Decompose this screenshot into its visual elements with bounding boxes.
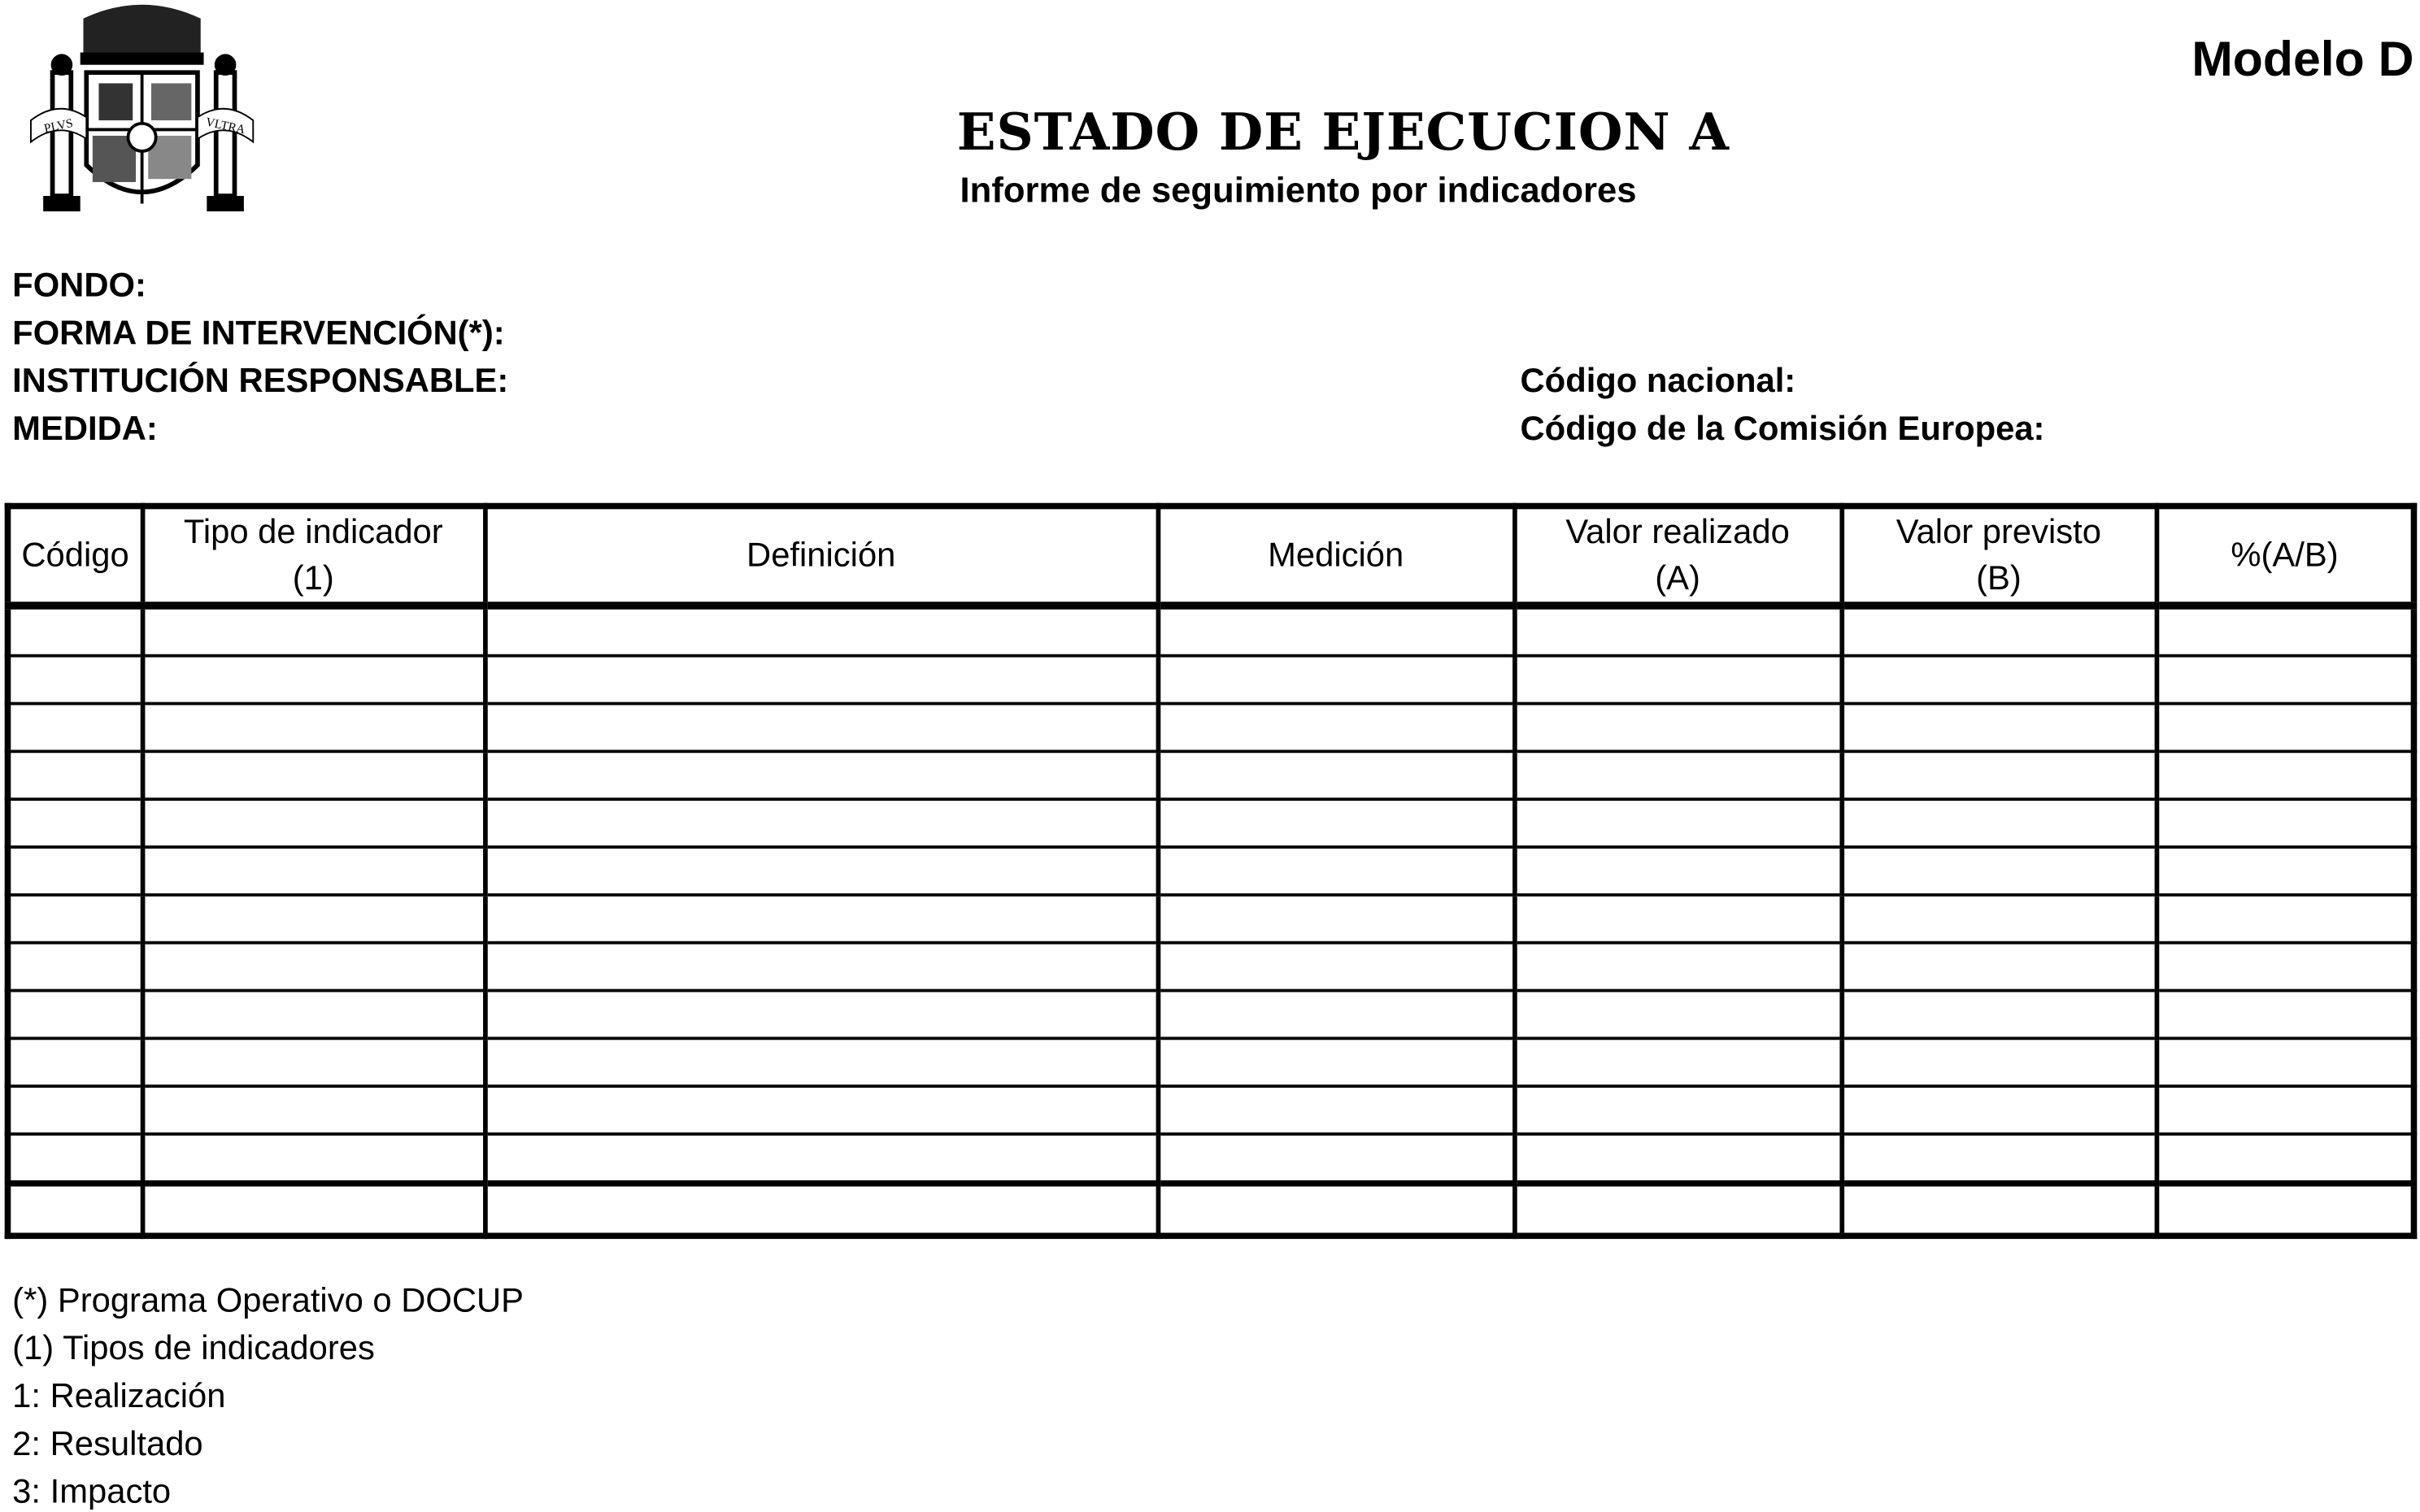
table-cell[interactable] [1514,991,1841,1039]
table-cell[interactable] [1841,991,2156,1039]
table-cell[interactable] [1514,703,1841,751]
table-cell[interactable] [142,1038,485,1086]
table-cell[interactable] [485,703,1158,751]
table-row [7,656,2413,704]
table-cell[interactable] [7,1038,141,1086]
table-cell[interactable] [7,799,141,847]
table-cell[interactable] [142,847,485,895]
document-subtitle: Informe de seguimiento por indicadores [960,169,1637,211]
col-porcentaje-label: %(A/B) [2231,535,2339,575]
table-cell[interactable] [1158,991,1514,1039]
col-valor-realizado [1514,506,1841,606]
table-cell[interactable] [1158,751,1514,799]
col-tipo-label: Tipo de indicador [183,512,443,551]
table-row [7,1038,2413,1086]
table-cell[interactable] [2157,703,2414,751]
table-cell[interactable] [7,1134,141,1184]
col-valor-previsto [1841,506,2156,606]
table-row [7,847,2413,895]
table-cell[interactable] [2157,991,2414,1039]
table-cell[interactable] [485,1086,1158,1134]
footnote-tipos: (1) Tipos de indicadores [12,1328,375,1367]
table-cell[interactable] [1158,1038,1514,1086]
table-cell[interactable] [142,1184,485,1236]
col-definicion [485,506,1158,606]
table-cell[interactable] [1841,751,2156,799]
table-cell[interactable] [485,606,1158,656]
table-cell[interactable] [1158,847,1514,895]
table-cell[interactable] [142,606,485,656]
table-cell[interactable] [1514,1134,1841,1184]
col-codigo-label: Código [21,535,129,575]
table-cell[interactable] [485,895,1158,943]
table-row [7,943,2413,991]
table-cell[interactable] [7,1086,141,1134]
table-cell[interactable] [142,1086,485,1134]
table-cell[interactable] [485,1134,1158,1184]
table-cell[interactable] [142,751,485,799]
col-medicion-label: Medición [1268,535,1404,575]
table-cell[interactable] [1514,799,1841,847]
table-cell[interactable] [142,1134,485,1184]
table-cell[interactable] [1514,1086,1841,1134]
footnote-impacto: 3: Impacto [12,1471,172,1511]
table-cell[interactable] [142,895,485,943]
table-cell[interactable] [2157,656,2414,704]
table-cell[interactable] [7,703,141,751]
model-label: Modelo D [2191,30,2414,87]
table-cell[interactable] [7,847,141,895]
coat-of-arms-logo [24,3,259,223]
table-header-row [7,506,2413,606]
col-realizado-label: Valor realizado [1565,512,1790,551]
table-cell[interactable] [1841,943,2156,991]
table-cell[interactable] [485,943,1158,991]
table-cell[interactable] [7,656,141,704]
table-cell[interactable] [1514,606,1841,656]
table-cell[interactable] [1158,1086,1514,1134]
table-cell[interactable] [2157,895,2414,943]
table-cell[interactable] [485,751,1158,799]
table-cell[interactable] [7,751,141,799]
table-cell[interactable] [2157,1038,2414,1086]
table-cell[interactable] [485,656,1158,704]
table-cell[interactable] [142,943,485,991]
codigo-ce-label: Código de la Comisión Europea: [1520,408,2045,448]
table-cell[interactable] [1841,1038,2156,1086]
fondo-label: FONDO: [12,265,146,304]
table-cell[interactable] [1158,799,1514,847]
table-cell[interactable] [1841,1184,2156,1236]
table-cell[interactable] [142,656,485,704]
table-cell[interactable] [2157,606,2414,656]
table-cell[interactable] [1841,656,2156,704]
table-cell[interactable] [2157,1134,2414,1184]
table-cell[interactable] [7,606,141,656]
table-cell[interactable] [1158,943,1514,991]
col-codigo [7,506,141,606]
table-cell[interactable] [1841,1086,2156,1134]
table-cell[interactable] [142,991,485,1039]
table-cell[interactable] [1158,606,1514,656]
col-porcentaje [2157,506,2414,606]
table-cell[interactable] [1841,606,2156,656]
footnote-realizacion: 1: Realización [12,1376,226,1415]
table-cell[interactable] [142,799,485,847]
table-cell[interactable] [2157,943,2414,991]
table-cell[interactable] [1841,799,2156,847]
col-tipo-note: (1) [292,558,334,597]
table-cell[interactable] [485,847,1158,895]
table-cell[interactable] [2157,751,2414,799]
table-cell[interactable] [1158,703,1514,751]
table-cell[interactable] [7,1184,141,1236]
table-cell[interactable] [7,895,141,943]
table-cell[interactable] [1841,847,2156,895]
table-cell[interactable] [1158,895,1514,943]
table-row [7,703,2413,751]
table-cell[interactable] [485,1038,1158,1086]
table-cell[interactable] [485,991,1158,1039]
table-cell[interactable] [1841,1134,2156,1184]
col-previsto-note: (B) [1976,558,2022,597]
col-definicion-label: Definición [746,535,896,575]
table-row [7,606,2413,656]
table-row [7,1086,2413,1134]
table-cell[interactable] [1514,943,1841,991]
table-cell[interactable] [485,1184,1158,1236]
table-cell[interactable] [1514,895,1841,943]
table-cell[interactable] [1514,656,1841,704]
table-cell[interactable] [2157,799,2414,847]
table-cell[interactable] [1841,895,2156,943]
institucion-label: INSTITUCIÓN RESPONSABLE: [12,361,509,400]
table-cell[interactable] [7,991,141,1039]
codigo-nacional-label: Código nacional: [1520,361,1796,400]
table-cell[interactable] [1514,1038,1841,1086]
table-cell[interactable] [1841,703,2156,751]
table-row [7,895,2413,943]
table-cell[interactable] [1158,1184,1514,1236]
indicators-table [5,503,2418,1239]
table-cell[interactable] [2157,847,2414,895]
table-cell[interactable] [7,943,141,991]
table-cell[interactable] [1158,656,1514,704]
table-cell[interactable] [142,703,485,751]
table-cell[interactable] [1514,847,1841,895]
table-cell[interactable] [1514,751,1841,799]
table-cell[interactable] [2157,1086,2414,1134]
medida-label: MEDIDA: [12,408,158,448]
total-row [7,1184,2413,1236]
table-row [7,1134,2413,1184]
table-row [7,751,2413,799]
crest-motto-left: PLVS [42,115,75,136]
table-cell[interactable] [1158,1134,1514,1184]
footnote-resultado: 2: Resultado [12,1423,203,1463]
footnote-asterisk: (*) Programa Operativo o DOCUP [12,1280,524,1319]
table-row [7,799,2413,847]
col-realizado-note: (A) [1655,558,1700,597]
forma-intervencion-label: FORMA DE INTERVENCIÓN(*): [12,313,505,352]
table-row [7,991,2413,1039]
table-cell[interactable] [2157,1184,2414,1236]
col-medicion [1158,506,1514,606]
document-title: ESTADO DE EJECUCION A [956,102,1730,163]
table-cell[interactable] [485,799,1158,847]
table-cell[interactable] [1514,1184,1841,1236]
col-tipo-indicador [142,506,485,606]
col-previsto-label: Valor previsto [1896,512,2102,551]
crest-motto-right: VLTRA [204,115,247,137]
